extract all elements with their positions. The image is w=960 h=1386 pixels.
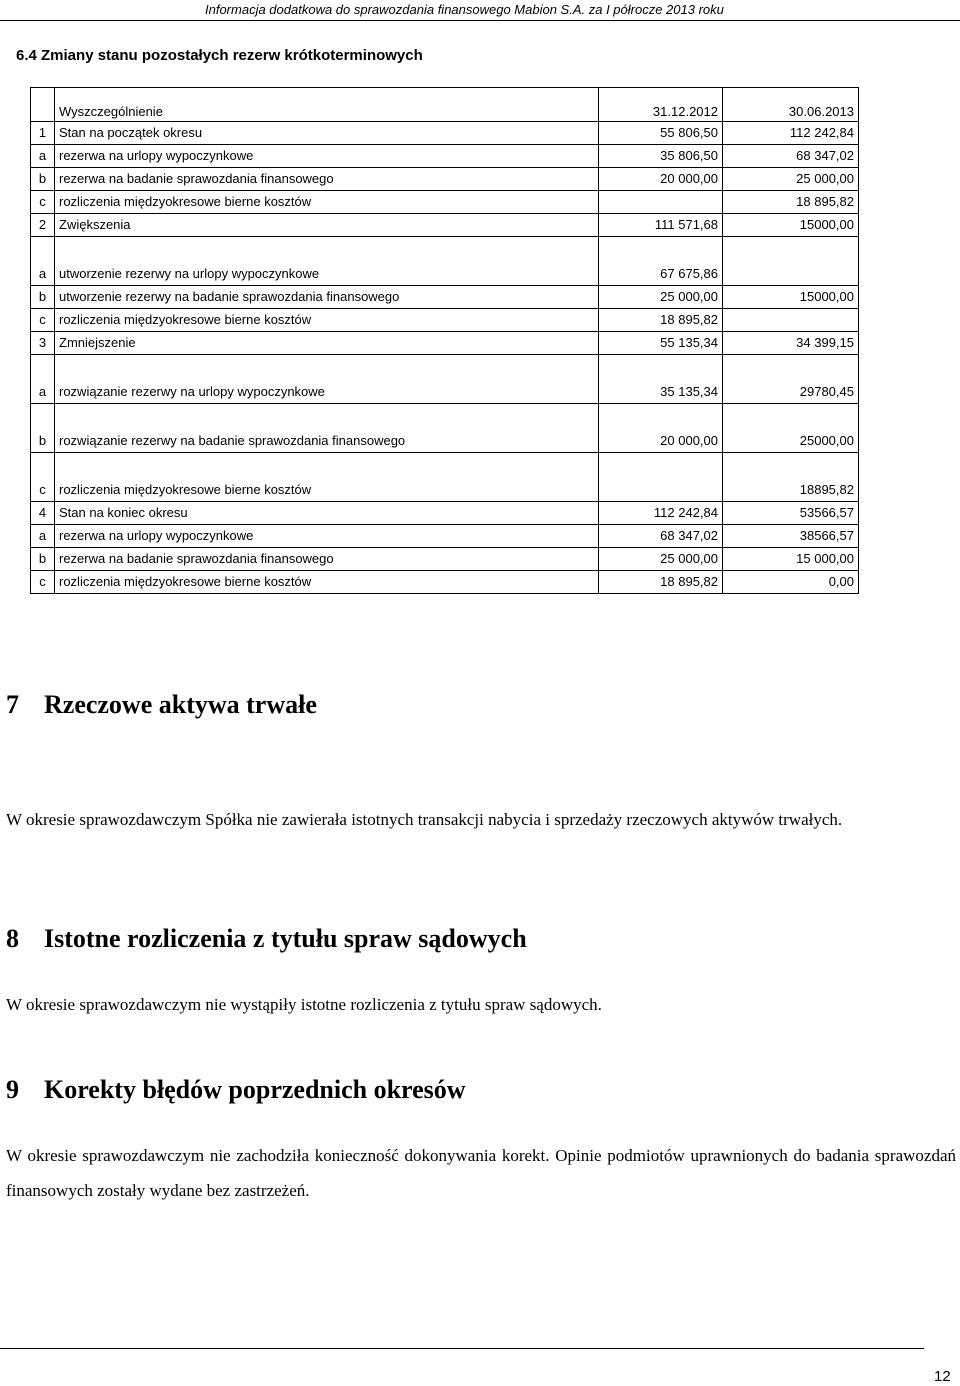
section-8-heading — [6, 924, 527, 954]
value-2012 — [599, 191, 723, 214]
header-date-2013: 30.06.2013 — [723, 88, 859, 122]
value-2012: 112 242,84 — [599, 502, 723, 525]
value-2013: 18 895,82 — [723, 191, 859, 214]
row-label: utworzenie rezerwy na badanie sprawozdania finansowego — [55, 286, 599, 309]
row-mark: a — [31, 145, 55, 168]
table-row — [31, 525, 859, 548]
running-header: Informacja dodatkowa do sprawozdania finansowego Mabion S.A. za I półrocze 2013 roku — [205, 2, 724, 17]
row-mark: c — [31, 191, 55, 214]
page-number: 12 — [934, 1368, 951, 1385]
row-mark: a — [31, 237, 55, 286]
value-2012: 68 347,02 — [599, 525, 723, 548]
value-2012: 25 000,00 — [599, 286, 723, 309]
row-mark: c — [31, 571, 55, 594]
row-label: rezerwa na badanie sprawozdania finansowego — [55, 548, 599, 571]
row-mark: c — [31, 309, 55, 332]
row-label: rezerwa na urlopy wypoczynkowe — [55, 145, 599, 168]
value-2012: 55 806,50 — [599, 122, 723, 145]
row-label: utworzenie rezerwy na urlopy wypoczynkowe — [55, 237, 599, 286]
row-mark: b — [31, 404, 55, 453]
value-2013: 34 399,15 — [723, 332, 859, 355]
value-2012: 25 000,00 — [599, 548, 723, 571]
header-date-2012: 31.12.2012 — [599, 88, 723, 122]
value-2013 — [723, 309, 859, 332]
table-header-row — [31, 88, 859, 122]
value-2012: 67 675,86 — [599, 237, 723, 286]
section-9-title: Korekty błędów poprzednich okresów — [44, 1075, 466, 1104]
value-2013: 15000,00 — [723, 214, 859, 237]
value-2012: 35 135,34 — [599, 355, 723, 404]
value-2013 — [723, 237, 859, 286]
value-2012: 55 135,34 — [599, 332, 723, 355]
table-row — [31, 453, 859, 502]
value-2012: 18 895,82 — [599, 309, 723, 332]
row-label: rozliczenia międzyokresowe bierne kosztów — [55, 453, 599, 502]
row-label: rozliczenia międzyokresowe bierne kosztów — [55, 191, 599, 214]
value-2012: 20 000,00 — [599, 168, 723, 191]
header-rule — [0, 20, 960, 21]
value-2013: 68 347,02 — [723, 145, 859, 168]
row-mark: 3 — [31, 332, 55, 355]
row-label: Zmniejszenie — [55, 332, 599, 355]
row-label: rezerwa na urlopy wypoczynkowe — [55, 525, 599, 548]
section-7-title: Rzeczowe aktywa trwałe — [44, 690, 317, 719]
value-2012: 18 895,82 — [599, 571, 723, 594]
row-mark: b — [31, 286, 55, 309]
value-2013: 15000,00 — [723, 286, 859, 309]
value-2013: 15 000,00 — [723, 548, 859, 571]
table-row — [31, 122, 859, 145]
table-row — [31, 286, 859, 309]
reserves-table-body — [31, 88, 859, 594]
table-row — [31, 548, 859, 571]
row-label: rozwiązanie rezerwy na urlopy wypoczynkowe — [55, 355, 599, 404]
value-2012: 111 571,68 — [599, 214, 723, 237]
row-label: rozliczenia międzyokresowe bierne kosztów — [55, 309, 599, 332]
row-label: rozliczenia międzyokresowe bierne kosztów — [55, 571, 599, 594]
value-2013: 18895,82 — [723, 453, 859, 502]
header-mark-cell — [31, 88, 55, 122]
row-mark: b — [31, 548, 55, 571]
reserves-table — [30, 87, 859, 594]
section-9-heading — [6, 1075, 466, 1105]
value-2013: 0,00 — [723, 571, 859, 594]
table-row — [31, 145, 859, 168]
value-2013: 53566,57 — [723, 502, 859, 525]
table-row — [31, 332, 859, 355]
value-2013: 29780,45 — [723, 355, 859, 404]
row-label: Stan na koniec okresu — [55, 502, 599, 525]
value-2013: 25 000,00 — [723, 168, 859, 191]
table-row — [31, 309, 859, 332]
row-mark: 2 — [31, 214, 55, 237]
row-label: Stan na początek okresu — [55, 122, 599, 145]
section-7-number: 7 — [6, 690, 19, 719]
value-2013: 38566,57 — [723, 525, 859, 548]
section-9-number: 9 — [6, 1075, 19, 1104]
row-mark: 1 — [31, 122, 55, 145]
value-2013: 112 242,84 — [723, 122, 859, 145]
header-description: Wyszczególnienie — [55, 88, 599, 122]
value-2012: 20 000,00 — [599, 404, 723, 453]
section-7-heading — [6, 690, 317, 720]
section-6-4-heading: 6.4 Zmiany stanu pozostałych rezerw krótkoterminowych — [16, 47, 423, 64]
table-row — [31, 404, 859, 453]
table-row — [31, 191, 859, 214]
row-label: rezerwa na badanie sprawozdania finansowego — [55, 168, 599, 191]
section-8-title: Istotne rozliczenia z tytułu spraw sądowych — [44, 924, 527, 953]
table-row — [31, 355, 859, 404]
row-mark: 4 — [31, 502, 55, 525]
row-label: Zwiększenia — [55, 214, 599, 237]
section-7-paragraph: W okresie sprawozdawczym Spółka nie zawierała istotnych transakcji nabycia i sprzedaży rzeczowych aktywów trwałych. — [6, 810, 843, 829]
row-mark: c — [31, 453, 55, 502]
section-8-paragraph: W okresie sprawozdawczym nie wystąpiły istotne rozliczenia z tytułu spraw sądowych. — [6, 995, 602, 1014]
footer-rule — [0, 1348, 924, 1349]
value-2012: 35 806,50 — [599, 145, 723, 168]
table-row — [31, 214, 859, 237]
table-row — [31, 168, 859, 191]
row-mark: a — [31, 355, 55, 404]
value-2013: 25000,00 — [723, 404, 859, 453]
table-row — [31, 237, 859, 286]
section-8-number: 8 — [6, 924, 19, 953]
table-row — [31, 571, 859, 594]
row-mark: a — [31, 525, 55, 548]
table-row — [31, 502, 859, 525]
section-9-paragraph: W okresie sprawozdawczym nie zachodziła konieczność dokonywania korekt. Opinie podmiotów uprawnionych do badania sprawozdań finansowych zostały wydane bez zastrzeżeń. — [6, 1146, 956, 1200]
row-label: rozwiązanie rezerwy na badanie sprawozdania finansowego — [55, 404, 599, 453]
value-2012 — [599, 453, 723, 502]
row-mark: b — [31, 168, 55, 191]
